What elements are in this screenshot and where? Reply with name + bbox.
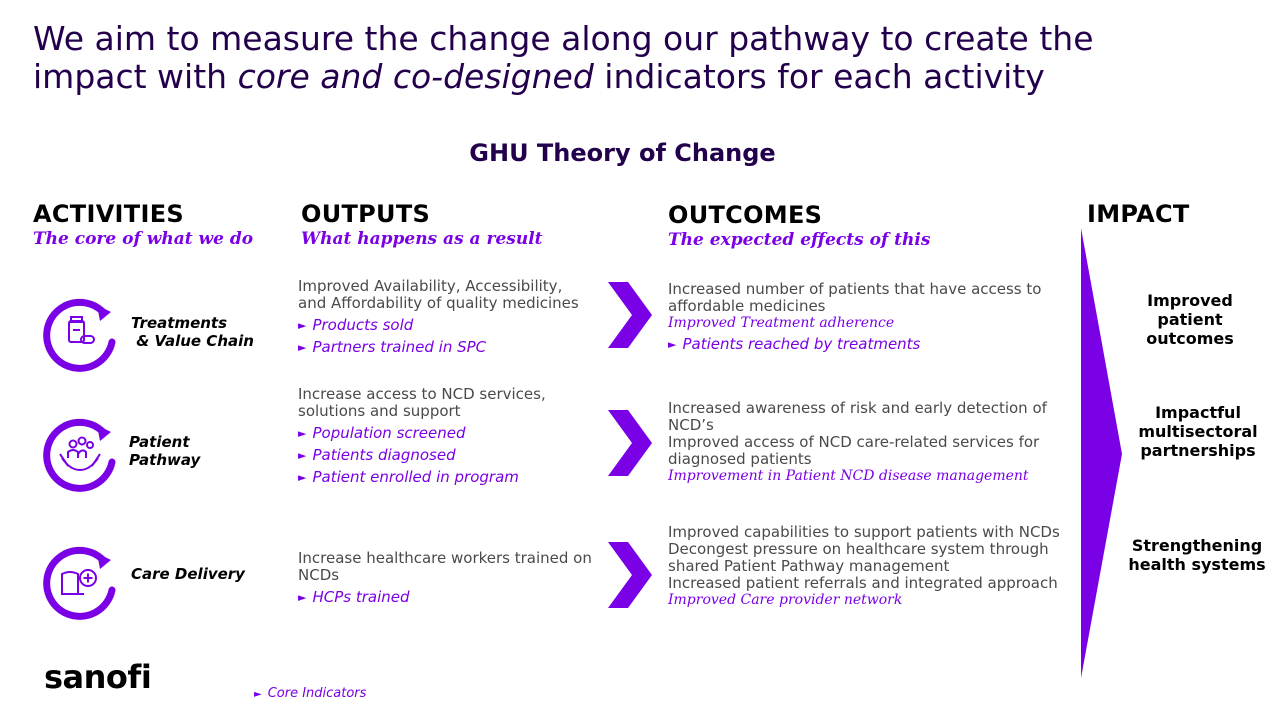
- sanofi-logo: [44, 658, 151, 696]
- output-text-line: Increase healthcare workers trained on: [298, 549, 592, 567]
- output-text-line: solutions and support: [298, 402, 461, 420]
- medical-book-icon: [40, 542, 120, 622]
- indicator-item: [298, 589, 608, 607]
- impact-item-patient-outcomes: [1110, 291, 1270, 348]
- co-designed-indicator: Improved Treatment adherence: [668, 315, 895, 331]
- outcome-text-line: diagnosed patients: [668, 450, 812, 468]
- activity-label-care-delivery: Care Delivery: [131, 565, 245, 583]
- triangle-bullet-icon: ►: [298, 449, 307, 462]
- outputs-subheading: What happens as a result: [301, 229, 543, 249]
- outcome-text-line: Improved access of NCD care-related services for: [668, 433, 1040, 451]
- logo-text: sanofi: [44, 658, 152, 696]
- indicator-item: [298, 425, 598, 443]
- title-line-2: [33, 58, 1253, 96]
- outcome-text-line: Increased number of patients that have access to: [668, 280, 1042, 298]
- outcome-text-line: shared Patient Pathway management: [668, 557, 950, 575]
- legend-core-indicators: [254, 686, 366, 701]
- indicator-item: [298, 317, 598, 335]
- outcome-block-treatments: [668, 281, 1068, 354]
- output-block-patient-pathway: [298, 386, 598, 487]
- indicator-label: Patients diagnosed: [312, 446, 456, 464]
- activity-label-treatments-line-1: Treatments: [131, 314, 228, 332]
- impact-item-partnerships: [1118, 403, 1278, 460]
- indicator-label: Patient enrolled in program: [312, 468, 519, 486]
- activity-label-treatments-line-2: & Value Chain: [131, 332, 254, 350]
- outcome-text-line: Increased awareness of risk and early detection of: [668, 399, 1047, 417]
- co-designed-indicator: Improvement in Patient NCD disease management: [668, 468, 1029, 484]
- triangle-bullet-icon: ►: [298, 319, 307, 332]
- indicator-label: HCPs trained: [312, 588, 410, 606]
- output-text-line: Increase access to NCD services,: [298, 385, 546, 403]
- impact-line: Strengthening: [1131, 536, 1263, 555]
- output-block-treatments: [298, 278, 598, 357]
- impact-heading: IMPACT: [1087, 200, 1190, 228]
- output-text-line: NCDs: [298, 566, 340, 584]
- indicator-label: Partners trained in SPC: [312, 338, 487, 356]
- activity-label-patient-pathway: [129, 433, 200, 469]
- chevron-right-icon: [608, 542, 652, 608]
- page-title: [33, 20, 1253, 96]
- impact-line: Improved: [1147, 291, 1233, 310]
- co-designed-indicator: Improved Care provider network: [668, 592, 903, 608]
- impact-line: Impactful: [1155, 403, 1241, 422]
- chevron-right-icon: [608, 282, 652, 348]
- outcome-text-line: NCD’s: [668, 416, 714, 434]
- activity-label-treatments: [131, 314, 254, 350]
- title-line-1: We aim to measure the change along our pathway to create the: [33, 19, 1094, 58]
- output-text-line: and Affordability of quality medicines: [298, 294, 579, 312]
- chart-subtitle: GHU Theory of Change: [469, 139, 776, 167]
- care-hands-icon: [40, 414, 120, 494]
- outcomes-heading: OUTCOMES: [668, 201, 823, 229]
- impact-line: health systems: [1128, 555, 1266, 574]
- triangle-bullet-icon: ►: [254, 689, 262, 700]
- impact-item-health-systems: [1117, 536, 1277, 574]
- title-line-2-pre: impact with: [33, 57, 238, 96]
- title-line-2-post: indicators for each activity: [593, 57, 1045, 96]
- indicator-item: [298, 469, 598, 487]
- outcome-text-line: Increased patient referrals and integrated approach: [668, 574, 1058, 592]
- outcome-text-line: affordable medicines: [668, 297, 826, 315]
- indicator-item: [298, 339, 598, 357]
- indicator-label: Products sold: [312, 316, 414, 334]
- indicator-item: [668, 336, 1068, 354]
- indicator-label: Patients reached by treatments: [682, 335, 921, 353]
- activities-subheading: The core of what we do: [33, 229, 254, 249]
- impact-line: multisectoral: [1138, 422, 1258, 441]
- impact-line: patient: [1157, 310, 1223, 329]
- impact-line: partnerships: [1140, 441, 1256, 460]
- triangle-bullet-icon: ►: [298, 471, 307, 484]
- triangle-bullet-icon: ►: [298, 427, 307, 440]
- outcome-text-line: Improved capabilities to support patients with NCDs: [668, 523, 1060, 541]
- outcome-block-patient-pathway: [668, 400, 1068, 485]
- output-block-care-delivery: [298, 550, 608, 607]
- activities-heading: ACTIVITIES: [33, 200, 184, 228]
- triangle-bullet-icon: ►: [298, 341, 307, 354]
- indicator-label: Population screened: [312, 424, 466, 442]
- legend-label: Core Indicators: [267, 686, 367, 701]
- impact-line: outcomes: [1146, 329, 1234, 348]
- outputs-heading: OUTPUTS: [301, 200, 431, 228]
- triangle-bullet-icon: ►: [298, 591, 307, 604]
- outcome-block-care-delivery: [668, 524, 1068, 609]
- triangle-bullet-icon: ►: [668, 338, 677, 351]
- outcomes-subheading: The expected effects of this: [668, 230, 931, 250]
- chevron-right-icon: [608, 410, 652, 476]
- output-text-line: Improved Availability, Accessibility,: [298, 277, 563, 295]
- title-line-2-emphasis: core and co-designed: [237, 57, 594, 96]
- indicator-item: [298, 447, 598, 465]
- activity-label-patient-pathway-line-2: Pathway: [129, 451, 201, 469]
- medicine-icon: [40, 294, 120, 374]
- activity-label-patient-pathway-line-1: Patient: [129, 433, 190, 451]
- outcome-text-line: Decongest pressure on healthcare system through: [668, 540, 1049, 558]
